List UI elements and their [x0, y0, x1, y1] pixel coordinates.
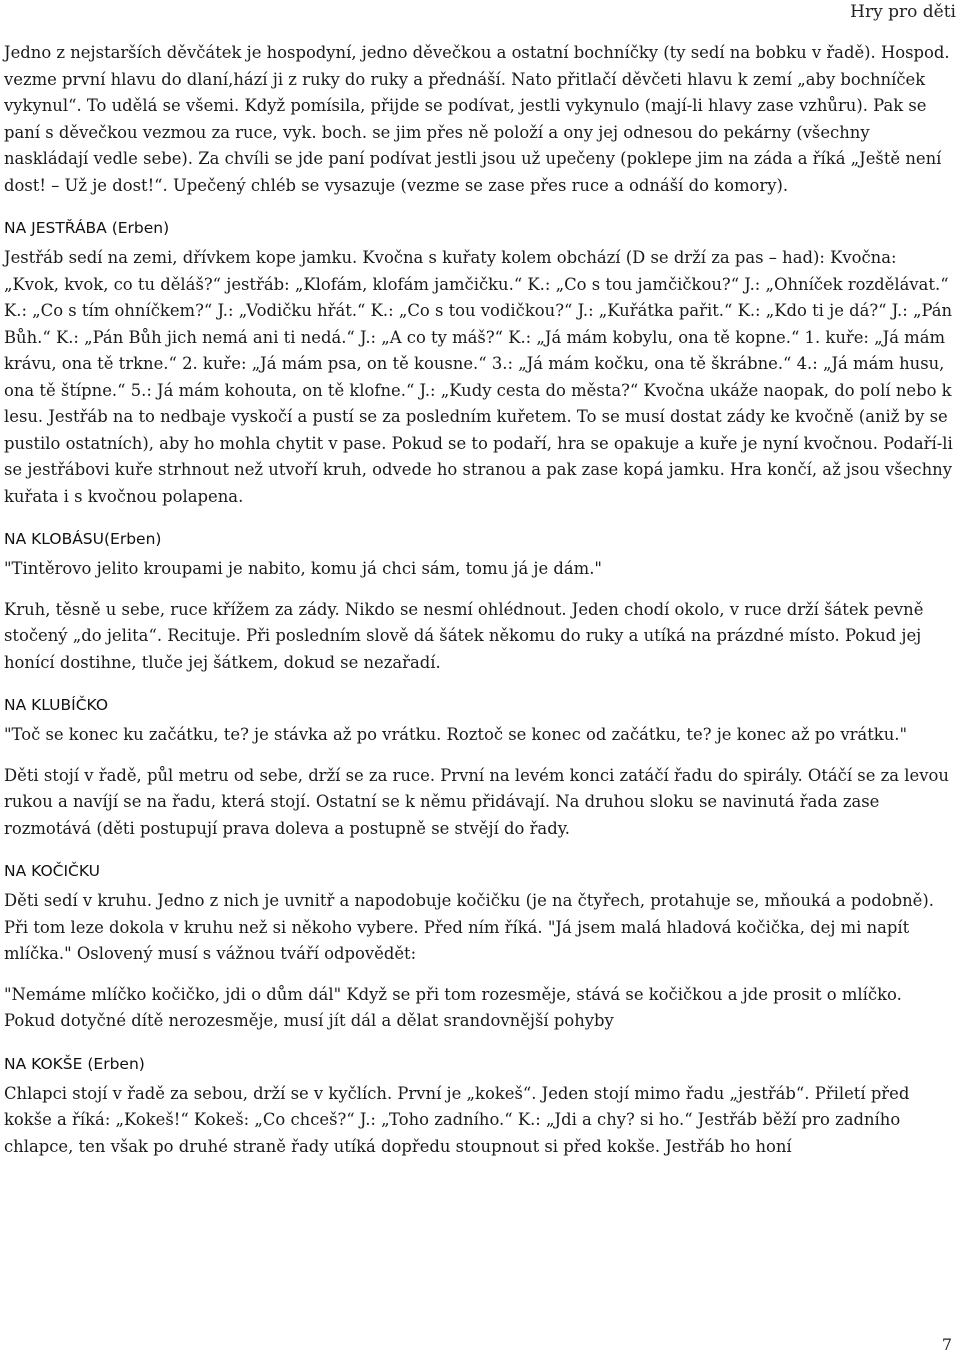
running-header: Hry pro děti — [850, 2, 956, 22]
section-heading-klobasu: NA KLOBÁSU(Erben) — [4, 530, 162, 548]
section-paragraph: "Nemáme mlíčko kočičko, jdi o dům dál" Když se při tom rozesměje, stává se kočičkou a jde prosit o mlíčko. Pokud dotyčné dítě nerozesměje, musí jít dál a dělat srandovnější pohyby — [4, 984, 902, 1030]
section-paragraph: Kruh, těsně u sebe, ruce křížem za zády. Nikdo se nesmí ohlédnout. Jeden chodí okolo, v ruce drží šátek pevně stočený „do jelita“. Recituje. Při posledním slově dá šátek někomu do ruky a utíká na prázdné místo. Pokud jej honící dostihne, tluče jej šátkem, dokud se nezařadí. — [4, 599, 924, 672]
section-paragraph: Chlapci stojí v řadě za sebou, drží se v kyčlích. První je „kokeš“. Jeden stojí mimo řadu „jestřáb“. Přiletí před kokše a říká: „Kokeš!“ Kokeš: „Co chceš?“ J.: „Toho zadního.“ K.: „Jdi a chy? si ho.“ Jestřáb běží pro zadního chlapce, ten však po druhé straně řady utíká dopředu stoupnout si před kokše. Jestřáb ho honí — [4, 1083, 910, 1156]
section-paragraph: Jestřáb sedí na zemi, dřívkem kope jamku. Kvočna s kuřaty kolem obchází (D se drží za pas – had): Kvočna: „Kvok, kvok, co tu děláš?“ jestřáb: „Klofám, klofám jamčičku.“ K.: „Co s tou jamčičkou?“ J.: „Ohníček rozdělávat.“ K.: „Co s tím ohníčkem?“ J.: „Vodičku hřát.“ K.: „Co s tou vodičkou?“ J.: „Kuřátka pařit.“ K.: „Kdo ti je dá?“ J.: „Pán Bůh.“ K.: „Pán Bůh jich nemá ani ti nedá.“ J.: „A co ty máš?“ K.: „Já mám kobylu, ona tě kopne.“ 1. kuře: „Já mám krávu, ona tě trkne.“ 2. kuře: „Já mám psa, on tě kousne.“ 3.: „Já mám kočku, ona tě škrábne.“ 4.: „Já mám husu, ona tě štípne.“ 5.: Já mám kohouta, on tě klofne.“ J.: „Kudy cesta do města?“ Kvočna ukáže naopak, do polí nebo k lesu. Jestřáb na to nedbaje vyskočí a pustí se za posledním kuřetem. To se musí dostat zády ke kvočně (aniž by se pustilo ostatních), aby ho mohla chytit v pase. Pokud se to podaří, hra se opakuje a kuře je nyní kvočnou. Podaří-li se jestřábovi kuře strhnout než utvoří kruh, odvede ho stranou a pak zase kopá jamku. Hra končí, až jsou všechny kuřata i s kvočnou polapena. — [4, 248, 953, 506]
page-number: 7 — [941, 1335, 952, 1354]
section-heading-klubicko: NA KLUBÍČKO — [4, 696, 109, 714]
section-paragraph: Děti sedí v kruhu. Jedno z nich je uvnitř a napodobuje kočičku (je na čtyřech, protahuje se, mňouká a podobně). Při tom leze dokola v kruhu než si někoho vybere. Před ním říká. "Já jsem malá hladová kočička, dej mi napít mlíčka." Oslovený musí s vážnou tváří odpovědět: — [4, 891, 934, 963]
section-verse: "Toč se konec ku začátku, te? je stávka až po vrátku. Roztoč se konec od začátku, te? je konec až po vrátku." — [4, 725, 908, 744]
document-body — [4, 40, 954, 1170]
intro-paragraph: Jedno z nejstarších děvčátek je hospodyní, jedno děvečkou a ostatní bochníčky (ty sedí na bobku v řadě). Hospod. vezme první hlavu do dlaní,hází ji z ruky do ruky a přednáší. Nato přitlačí děvčeti hlavu k zemí „aby bochníček vykynul“. To udělá se všemi. Když pomísila, přijde se podívat, jestli vykynulo (mají-li hlavy zase vzhůru). Pak se paní s děvečkou vezmou za ruce, vyk. boch. se jim přes ně položí a ony jej odnesou do pekárny (všechny naskládají vedle sebe). Za chvíli se jde paní podívat jestli jsou už upečeny (poklepe jim na záda a říká „Ještě není dost! – Už je dost!“. Upečený chléb se vysazuje (vezme se zase přes ruce a odnáší do komory). — [4, 43, 950, 195]
section-heading-kokse: NA KOKŠE (Erben) — [4, 1054, 145, 1073]
section-heading-jestraba: NA JESTŘÁBA (Erben) — [4, 219, 170, 237]
section-verse: "Tintěrovo jelito kroupami je nabito, komu já chci sám, tomu já je dám." — [4, 559, 602, 578]
section-heading-kocicku: NA KOČIČKU — [4, 862, 100, 880]
section-paragraph: Děti stojí v řadě, půl metru od sebe, drží se za ruce. První na levém konci zatáčí řadu do spirály. Otáčí se za levou rukou a navíjí se na řadu, která stojí. Ostatní se k němu přidávají. Na druhou sloku se navinutá řada zase rozmotává (děti postupují prava doleva a postupně se stvějí do řady. — [4, 765, 949, 838]
